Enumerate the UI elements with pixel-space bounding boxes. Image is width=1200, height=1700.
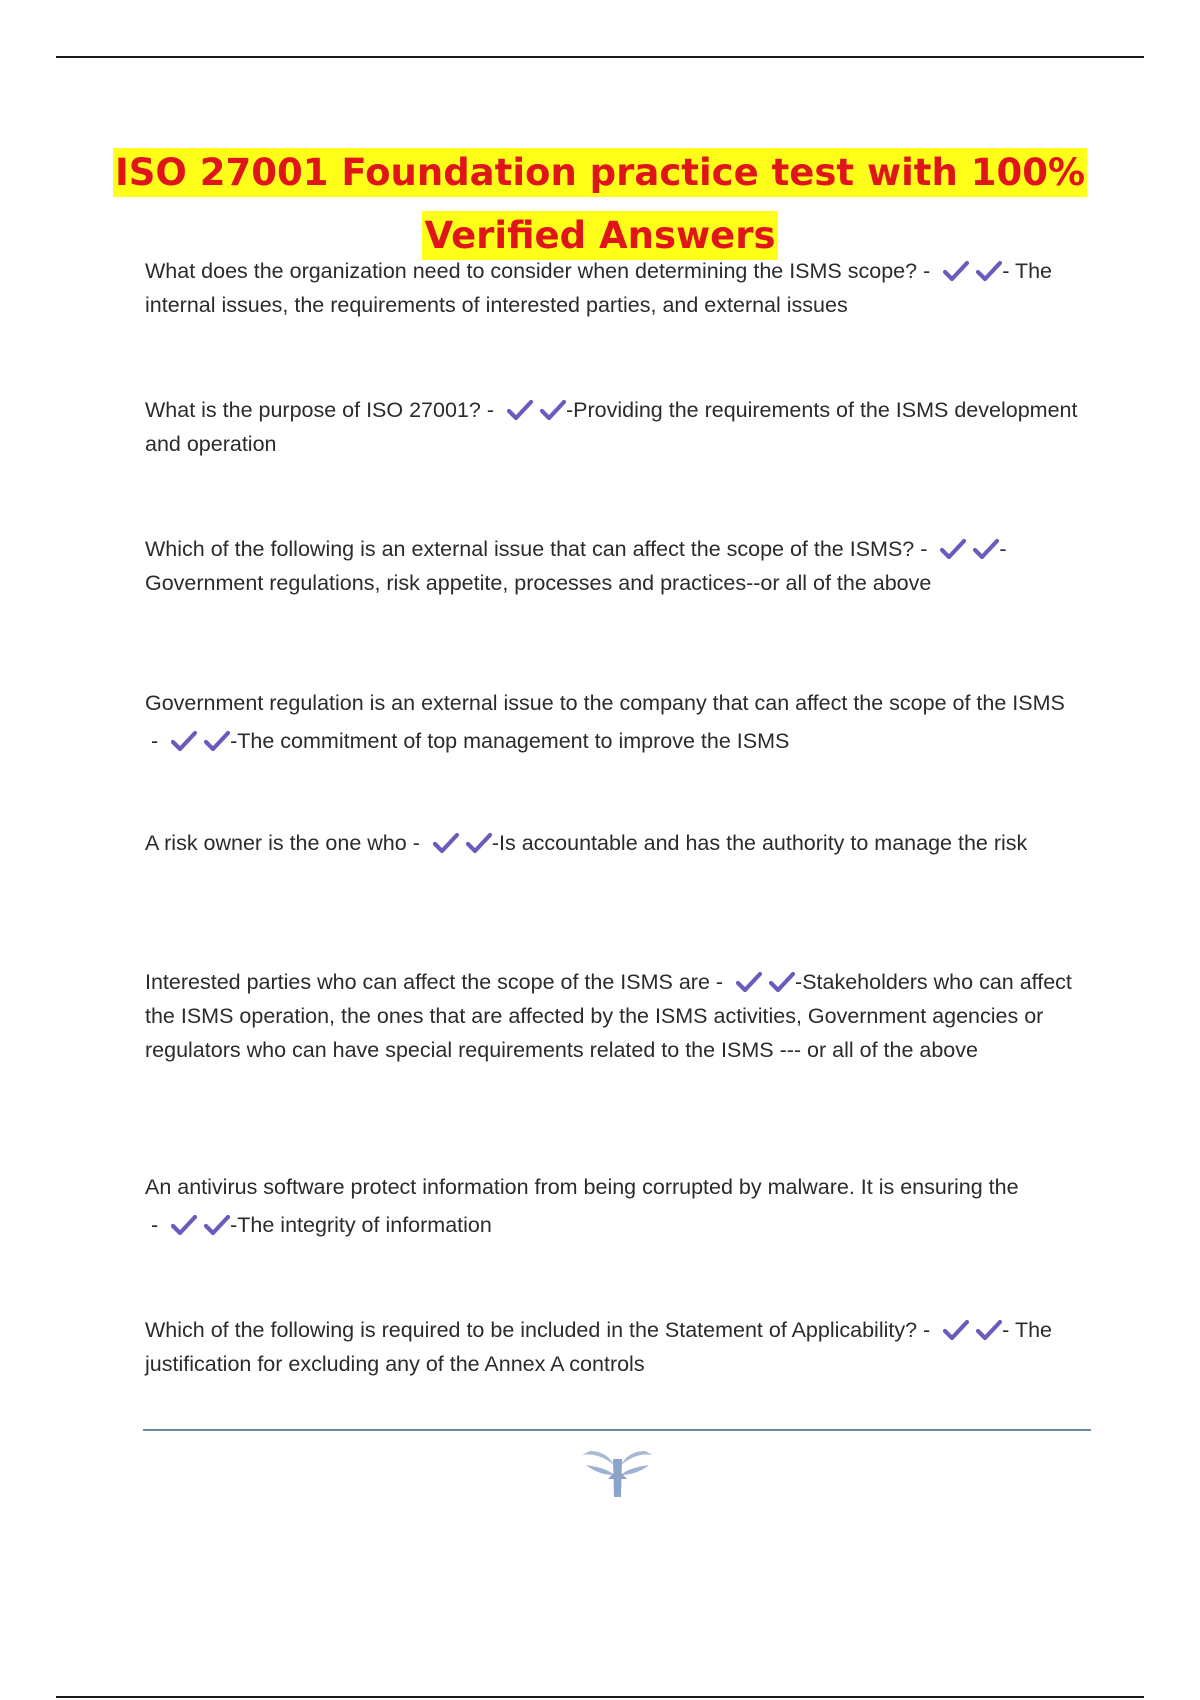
check-icon: [769, 971, 795, 993]
header-rule: [56, 56, 1144, 58]
separator: -: [917, 259, 937, 283]
separator: -: [491, 831, 499, 855]
separator: -: [917, 1318, 937, 1342]
separator: -: [406, 831, 426, 855]
check-icon: [204, 1214, 230, 1236]
page-title: ISO 27001 Foundation practice test with 100% Verified Answers: [113, 148, 1087, 260]
check-icon: [540, 399, 566, 421]
separator: -: [565, 398, 574, 422]
qa-item-4: [145, 684, 1090, 760]
check-icon: [204, 730, 230, 752]
separator: -: [230, 1213, 238, 1237]
separator: -: [145, 729, 165, 753]
answer-text: The justification for excluding any of the Annex A controls: [145, 1318, 1052, 1376]
qa-item-5: [145, 825, 1090, 861]
answer-text: Providing the requirements of the ISMS development and operation: [145, 398, 1078, 456]
check-icon: [943, 260, 969, 282]
separator: -: [1002, 259, 1010, 283]
check-icon: [466, 832, 492, 854]
separator: -: [999, 537, 1007, 561]
check-icon: [736, 971, 762, 993]
check-icon: [507, 399, 533, 421]
answer-text: Is accountable and has the authority to manage the risk: [499, 831, 1028, 855]
question-text: What does the organization need to consider when determining the ISMS scope?: [145, 259, 918, 283]
check-icon: [171, 1214, 197, 1236]
qa-item-7: [145, 1168, 1090, 1244]
separator: -: [230, 729, 238, 753]
question-text: An antivirus software protect information from being corrupted by malware. It is ensuring the: [145, 1175, 1019, 1199]
separator: -: [145, 1213, 165, 1237]
publisher-logo-icon: [580, 1445, 655, 1500]
question-text: A risk owner is the one who: [145, 831, 407, 855]
title-block: [100, 145, 1100, 271]
page-bottom-rule: [56, 1696, 1144, 1698]
qa-item-1: [145, 254, 1090, 322]
check-icon: [940, 538, 966, 560]
check-icon: [976, 260, 1002, 282]
answer-text: The integrity of information: [237, 1213, 492, 1237]
separator: -: [480, 398, 500, 422]
check-icon: [943, 1319, 969, 1341]
qa-item-6: [145, 965, 1090, 1067]
check-icon: [433, 832, 459, 854]
separator: -: [1002, 1318, 1010, 1342]
separator: -: [709, 970, 730, 994]
answer-text: Stakeholders who can affect the ISMS operation, the ones that are affected by the ISMS activities, Government agencies or regulators who can have special requirements related to the ISMS --- or all of the above: [145, 970, 1072, 1062]
question-text: What is the purpose of ISO 27001?: [145, 398, 481, 422]
question-text: Government regulation is an external issue to the company that can affect the scope of the ISMS: [145, 691, 1065, 715]
answer-text: Government regulations, risk appetite, processes and practices--or all of the above: [145, 571, 932, 595]
qa-item-8: [145, 1313, 1090, 1381]
answer-text: The internal issues, the requirements of interested parties, and external issues: [145, 259, 1053, 317]
question-text: Which of the following is required to be included in the Statement of Applicability?: [145, 1318, 918, 1342]
question-text: Interested parties who can affect the scope of the ISMS are: [145, 970, 710, 994]
footer-rule: [143, 1429, 1091, 1431]
question-text: Which of the following is an external issue that can affect the scope of the ISMS?: [145, 537, 915, 561]
answer-text: The commitment of top management to improve the ISMS: [237, 729, 790, 753]
qa-item-2: [145, 393, 1090, 461]
qa-item-3: [145, 532, 1090, 600]
check-icon: [976, 1319, 1002, 1341]
check-icon: [171, 730, 197, 752]
check-icon: [973, 538, 999, 560]
separator: -: [914, 537, 934, 561]
separator: -: [795, 970, 803, 994]
